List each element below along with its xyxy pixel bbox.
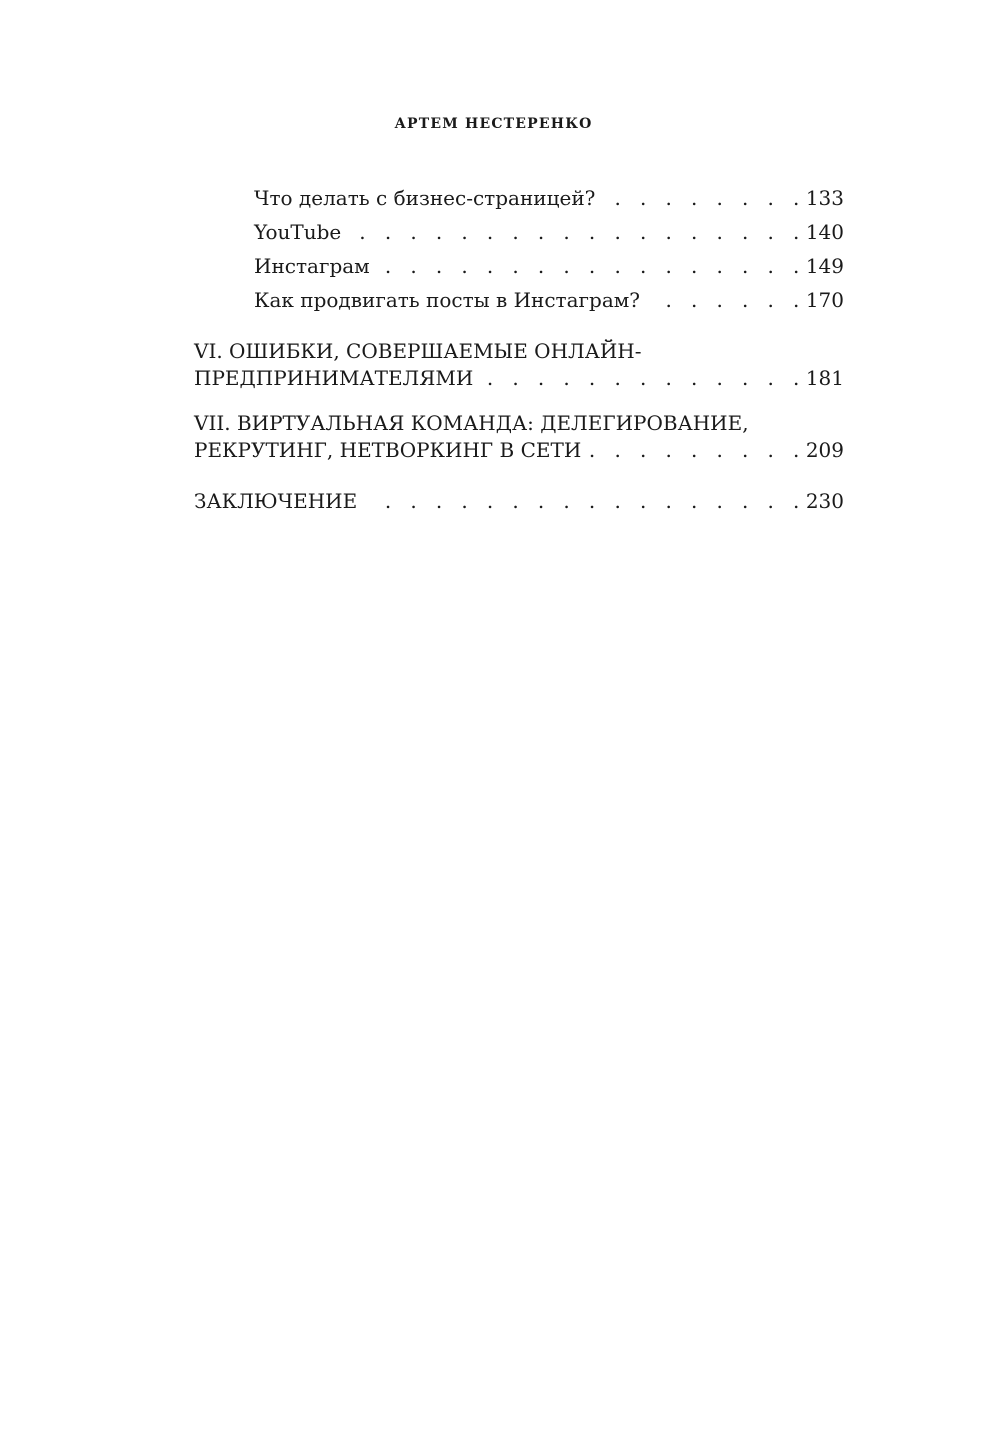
toc-page-number: 230 <box>805 489 844 513</box>
dot-leader <box>648 286 806 314</box>
toc-entry-title: Инстаграм <box>254 254 370 278</box>
running-head: АРТЕМ НЕСТЕРЕНКО <box>394 116 593 132</box>
toc-chapter-entry <box>194 488 844 515</box>
dot-leader <box>349 218 806 246</box>
toc-entry-title: Как продвигать посты в Инстаграм? <box>254 288 641 312</box>
toc-page-number: 149 <box>805 254 844 278</box>
dot-leader <box>603 184 805 212</box>
toc-chapter-entry <box>194 410 844 464</box>
toc-entry-title: Что делать с бизнес-страницей? <box>254 186 596 210</box>
toc-page-number: 170 <box>805 288 844 312</box>
toc-chapter-title: ЗАКЛЮЧЕНИЕ <box>194 489 358 513</box>
toc-page-number: 140 <box>805 220 844 244</box>
toc-entry <box>194 184 844 218</box>
toc-page-number: 181 <box>805 366 844 390</box>
dot-leader <box>481 365 806 392</box>
toc-page-number: 209 <box>805 438 844 462</box>
toc-entry <box>194 286 844 320</box>
toc-chapter-title-line1: VI. ОШИБКИ, СОВЕРШАЕМЫЕ ОНЛАЙН- <box>194 339 642 363</box>
toc-entry <box>194 252 844 286</box>
toc-chapter-entry <box>194 338 844 392</box>
dot-leader <box>589 437 806 464</box>
table-of-contents <box>194 184 844 515</box>
toc-page-number: 133 <box>805 186 844 210</box>
dot-leader <box>378 252 806 280</box>
toc-entry-title: YouTube <box>254 220 342 244</box>
toc-chapter-title-line2: ПРЕДПРИНИМАТЕЛЯМИ <box>194 366 474 390</box>
toc-chapter-title-line2: РЕКРУТИНГ, НЕТВОРКИНГ В СЕТИ <box>194 438 582 462</box>
dot-leader <box>365 488 806 515</box>
toc-entry <box>194 218 844 252</box>
toc-chapter-title-line1: VII. ВИРТУАЛЬНАЯ КОМАНДА: ДЕЛЕГИРОВАНИЕ, <box>194 411 749 435</box>
